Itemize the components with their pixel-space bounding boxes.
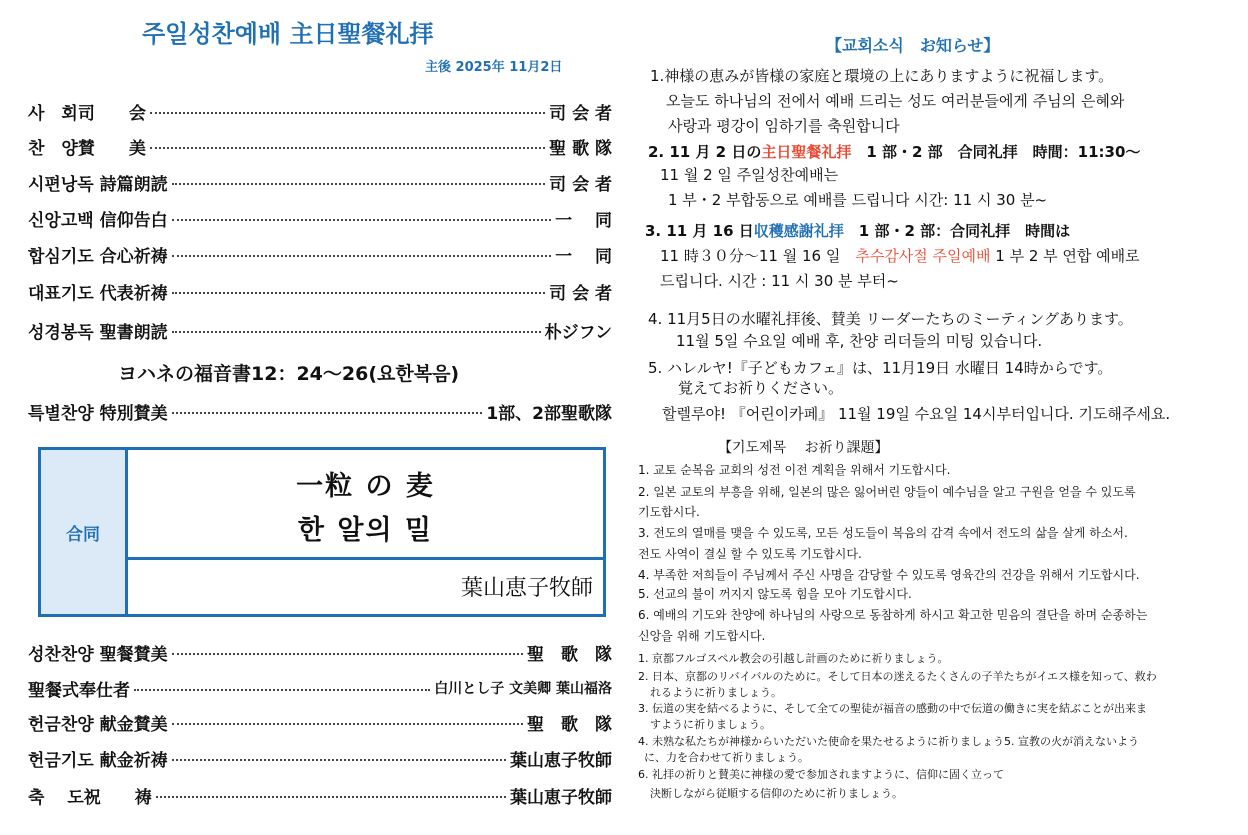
news-item-4-line1: 4. 11月5日の水曜礼拝後、賛美 リーダーたちのミーティングあります。 (648, 310, 1133, 328)
sermon-box (38, 447, 606, 617)
dot-leader (172, 292, 546, 294)
prayer-ko-line: 5. 선교의 불이 꺼지지 않도록 힘을 모아 기도합시다. (638, 587, 912, 601)
order-label: 사 회司 会 (28, 103, 146, 124)
order-value: 司 会 者 (549, 103, 612, 124)
order-row-presider (28, 99, 612, 123)
order-value: 1部、2部聖歌隊 (486, 403, 612, 424)
order-value: 司 会 者 (549, 283, 612, 304)
news-item-1-line2: 오늘도 하나님의 전에서 예배 드리는 성도 여러분들에게 주님의 은혜와 (666, 92, 1125, 110)
page-title: 주일성찬예배 主日聖餐礼拝 (142, 20, 434, 48)
prayer-ko-line: 4. 부족한 저희들이 주님께서 주신 사명을 감당할 수 있도록 영육간의 건강을 위해서 기도합시다. (638, 568, 1140, 582)
order-value: 一 同 (555, 246, 612, 267)
order-label: 신앙고백 信仰告白 (28, 210, 168, 231)
news-item-2-highlight: 主日聖餐礼拝 (761, 143, 852, 161)
order-value: 司 会 者 (549, 174, 612, 195)
prayer-ko-line: 2. 일본 교토의 부흥을 위해, 일본의 많은 잃어버린 양들이 예수님을 알고 구원을 얻을 수 있도록 (638, 485, 1136, 499)
news-item-2-line2: 11 월 2 일 주일성찬예배는 (660, 166, 839, 184)
prayer-ko-line: 3. 전도의 열매를 맺을 수 있도록, 모든 성도들이 복음의 감격 속에서 전도의 삶을 살게 하소서. (638, 526, 1128, 540)
news-item-3-line2-rest: 1 부 2 부 연합 예배로 (990, 247, 1140, 265)
news-item-3-line2-text: 11 時３０分～11 월 16 일 (660, 247, 856, 265)
order-label: 헌금기도 献金祈祷 (28, 750, 168, 771)
news-item-5-line2: 覚えてお祈りください。 (678, 379, 844, 397)
prayer-jp-line: 6. 礼拝の祈りと賛美に神様の愛で参加されますように、信仰に固く立って (638, 768, 1004, 781)
sermon-title-japanese: 一粒 の 麦 (296, 471, 435, 502)
news-item-3-text-rest: 1 部・2 部：合同礼拝 時間は (843, 222, 1071, 240)
news-item-2-text: 2. 11 月 2 日の (648, 143, 762, 161)
order-value: 葉山恵子牧師 (510, 787, 612, 808)
news-item-1-line3: 사랑과 평강이 임하기를 축원합니다 (668, 117, 900, 135)
prayer-ko-line: 1. 교토 순복음 교회의 성전 이전 계획을 위해서 기도합시다. (638, 463, 951, 477)
news-item-1-line1: 1.神様の恵みが皆様の家庭と環境の上にありますように祝福します。 (650, 67, 1114, 85)
prayer-ko-line: 전도 사역이 결실 할 수 있도록 기도합시다. (638, 547, 862, 561)
scripture-reference: ヨハネの福音書12：24～26(요한복음) (118, 363, 460, 385)
sermon-preacher: 葉山恵子牧師 (460, 576, 593, 601)
order-value: 聖 歌 隊 (549, 138, 612, 159)
dot-leader (172, 723, 523, 725)
order-value: 聖 歌 隊 (527, 714, 612, 735)
order-row-communion-song (28, 640, 612, 664)
news-item-3-line3: 드립니다. 시간 : 11 시 30 분 부터~ (660, 272, 899, 290)
order-label: 聖餐式奉仕者 (28, 680, 130, 701)
prayer-jp-line: 1. 京都フルゴスペル教会の引越し計画のために祈りましょう。 (638, 652, 949, 665)
news-item-5-line1: 5. ハレルヤ!『子どもカフェ』は、11月19日 水曜日 14時からです。 (648, 359, 1113, 377)
order-value: 葉山恵子牧師 (510, 750, 612, 771)
news-item-2-line3: 1 부・2 부합동으로 예배를 드립니다 시간: 11 시 30 분~ (668, 191, 1048, 209)
dot-leader (172, 331, 541, 333)
prayer-jp-line: 2. 日本、京都のリバイバルのために。そして日本の迷えるたくさんの子羊たちがイエス様を知って、救わ (638, 670, 1157, 683)
dot-leader (172, 653, 523, 655)
sermon-side-label: 合同 (41, 450, 128, 614)
dot-leader (156, 796, 506, 798)
prayer-heading: 【기도제목 お祈り課題】 (718, 440, 889, 456)
order-row-offering-song (28, 710, 612, 734)
news-item-4-line2: 11월 5일 수요일 예배 후, 찬양 리더들의 미팅 있습니다. (676, 332, 1043, 350)
order-label: 성찬찬양 聖餐賛美 (28, 644, 168, 665)
order-row-praise (28, 134, 612, 158)
prayer-jp-line: れるように祈りましょう。 (650, 686, 782, 699)
prayer-jp-line: 3. 伝道の実を結べるように、そして全ての聖徒が福音の感動の中で伝道の働きに実を結ぶことが出来ま (638, 702, 1147, 715)
order-value: 朴ジフン (544, 322, 612, 343)
dot-leader (172, 255, 551, 257)
prayer-jp-line: に、力を合わせて祈りましょう。 (644, 751, 809, 764)
prayer-jp-line: すように祈りましょう。 (650, 718, 771, 731)
order-row-rep-prayer (28, 279, 612, 303)
news-item-3-line1 (645, 220, 1070, 241)
order-label: 대표기도 代表祈祷 (28, 283, 168, 304)
order-row-communion-servers (28, 676, 612, 700)
order-label: 축 도祝 祷 (28, 787, 152, 808)
dot-leader (150, 112, 545, 114)
order-row-scripture (28, 318, 612, 342)
news-item-5-line3: 할렐루야! 『어린이카페』 11월 19일 수요일 14시부터입니다. 기도해주세요. (662, 405, 1171, 423)
prayer-ko-line: 신앙을 위해 기도합시다. (638, 629, 766, 643)
dot-leader (172, 183, 546, 185)
order-value: 白川とし子 文美卿 葉山福洛 (434, 681, 612, 697)
news-item-3-highlight: 収穫感謝礼拝 (753, 222, 844, 240)
dot-leader (172, 219, 551, 221)
service-date: 主後 2025年 11月2日 (425, 60, 563, 75)
dot-leader (172, 412, 483, 414)
sermon-title-korean: 한 알의 밀 (297, 515, 434, 546)
order-row-joint-prayer (28, 242, 612, 266)
prayer-jp-line: 決断しながら従順する信仰のために祈りましょう。 (650, 787, 903, 800)
order-label: 특별찬양 特別賛美 (28, 403, 168, 424)
order-label: 성경봉독 聖書朗読 (28, 322, 168, 343)
news-item-2-line1 (648, 141, 1140, 162)
dot-leader (150, 147, 545, 149)
news-item-3-line2 (660, 245, 1140, 266)
dot-leader (134, 689, 430, 691)
order-value: 聖 歌 隊 (527, 644, 612, 665)
order-label: 시편낭독 詩篇朗読 (28, 174, 168, 195)
order-label: 헌금찬양 献金賛美 (28, 714, 168, 735)
news-item-2-text-rest: 1 部・2 部 合同礼拝 時間：11:30～ (851, 143, 1141, 161)
order-row-special-song (28, 399, 612, 423)
news-heading: 【교회소식 お知らせ】 (826, 36, 1000, 55)
order-value: 一 同 (555, 210, 612, 231)
prayer-jp-line: 4. 未熟な私たちが神様からいただいた使命を果たせるように祈りましょう5. 宣教の火が消えないよう (638, 735, 1139, 748)
news-item-3-text: 3. 11 月 16 日 (645, 222, 754, 240)
order-row-psalm (28, 170, 612, 194)
dot-leader (172, 759, 506, 761)
order-row-offering-prayer (28, 746, 612, 770)
order-label: 찬 양賛 美 (28, 138, 146, 159)
order-row-benediction (28, 783, 612, 807)
prayer-ko-line: 6. 예배의 기도와 찬양에 하나님의 사랑으로 동참하게 하시고 확고한 믿음의 결단을 하며 순종하는 (638, 608, 1148, 622)
sermon-title-area (128, 450, 603, 560)
prayer-ko-line: 기도합시다. (638, 505, 700, 519)
order-label: 합심기도 合心祈祷 (28, 246, 168, 267)
order-row-creed (28, 206, 612, 230)
news-item-3-line2-highlight: 추수감사절 주일예배 (855, 247, 991, 265)
